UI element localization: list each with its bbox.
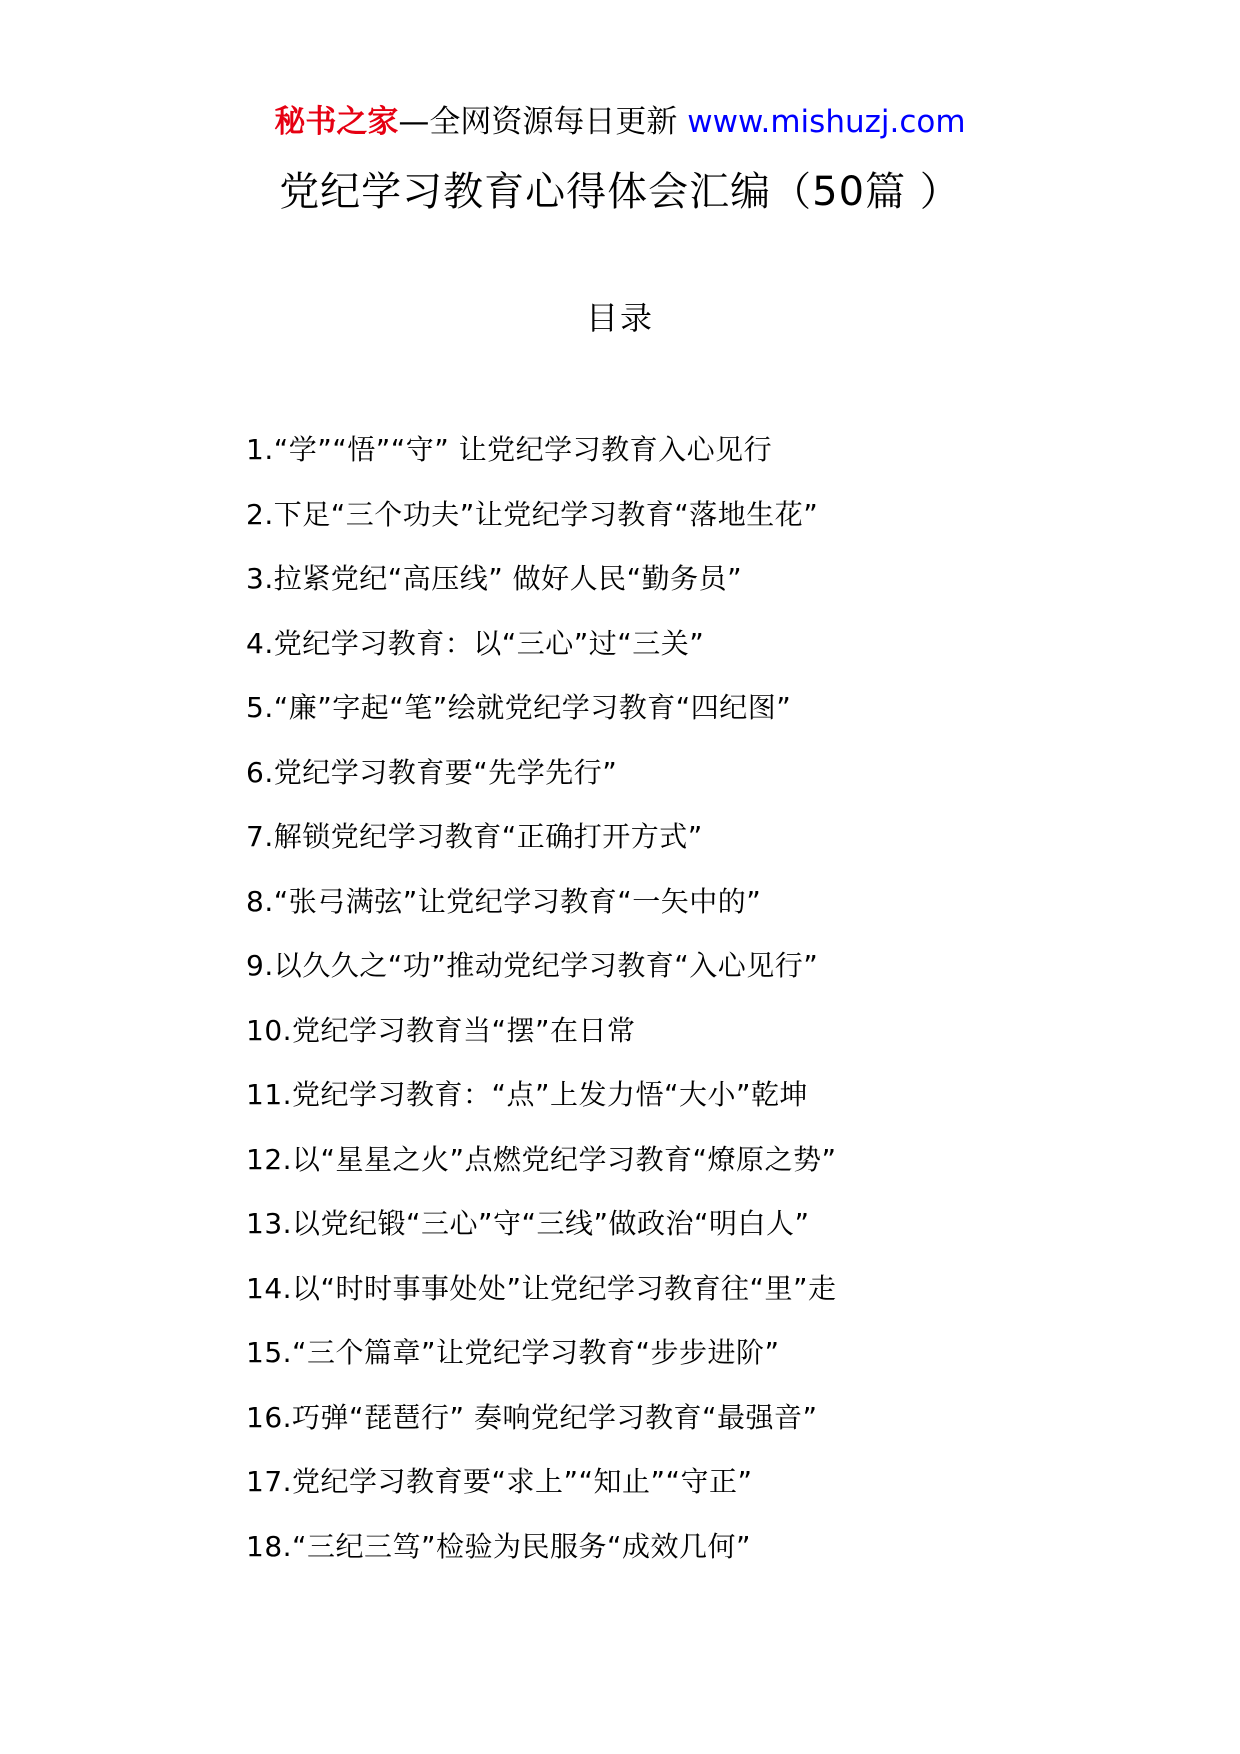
toc-item[interactable]: 15.“三个篇章”让党纪学习教育“步步进阶” [246, 1336, 780, 1369]
toc-item[interactable]: 1.“学”“悟”“守” 让党纪学习教育入心见行 [246, 433, 773, 466]
document-title: 党纪学习教育心得体会汇编（50篇 ） [279, 169, 961, 215]
brand-name: 秘书之家 [274, 104, 399, 140]
toc-item[interactable]: 18.“三纪三笃”检验为民服务“成效几何” [246, 1529, 752, 1563]
toc-item[interactable]: 6.党纪学习教育要“先学先行” [246, 755, 618, 789]
site-header [0, 100, 1240, 144]
site-url-link[interactable]: www.mishuzj.com [687, 104, 966, 140]
table-of-contents [246, 428, 1146, 1589]
toc-item[interactable]: 8.“张弓满弦”让党纪学习教育“一矢中的” [246, 884, 762, 918]
toc-item[interactable]: 3.拉紧党纪“高压线” 做好人民“勤务员” [246, 562, 743, 595]
toc-item[interactable]: 4.党纪学习教育：以“三心”过“三关” [246, 626, 705, 660]
toc-item[interactable]: 9.以久久之“功”推动党纪学习教育“入心见行” [246, 949, 819, 982]
toc-item[interactable]: 13.以党纪锻“三心”守“三线”做政治“明白人” [246, 1207, 810, 1240]
toc-item[interactable]: 17.党纪学习教育要“求上”“知止”“守正” [246, 1465, 753, 1498]
toc-item[interactable]: 16.巧弹“琵琶行” 奏响党纪学习教育“最强音” [246, 1400, 818, 1434]
toc-item[interactable]: 11.党纪学习教育：“点”上发力悟“大小”乾坤 [246, 1078, 809, 1111]
toc-heading: 目录 [585, 299, 654, 337]
header-tagline: —全网资源每日更新 [398, 104, 688, 140]
toc-item[interactable]: 10.党纪学习教育当“摆”在日常 [246, 1013, 636, 1047]
toc-item[interactable]: 7.解锁党纪学习教育“正确打开方式” [246, 820, 703, 853]
toc-item[interactable]: 2.下足“三个功夫”让党纪学习教育“落地生花” [246, 497, 819, 531]
toc-item[interactable]: 14.以“时时事事处处”让党纪学习教育往“里”走 [246, 1271, 837, 1305]
toc-item[interactable]: 12.以“星星之火”点燃党纪学习教育“燎原之势” [246, 1142, 837, 1176]
toc-item[interactable]: 5.“廉”字起“笔”绘就党纪学习教育“四纪图” [246, 691, 792, 724]
